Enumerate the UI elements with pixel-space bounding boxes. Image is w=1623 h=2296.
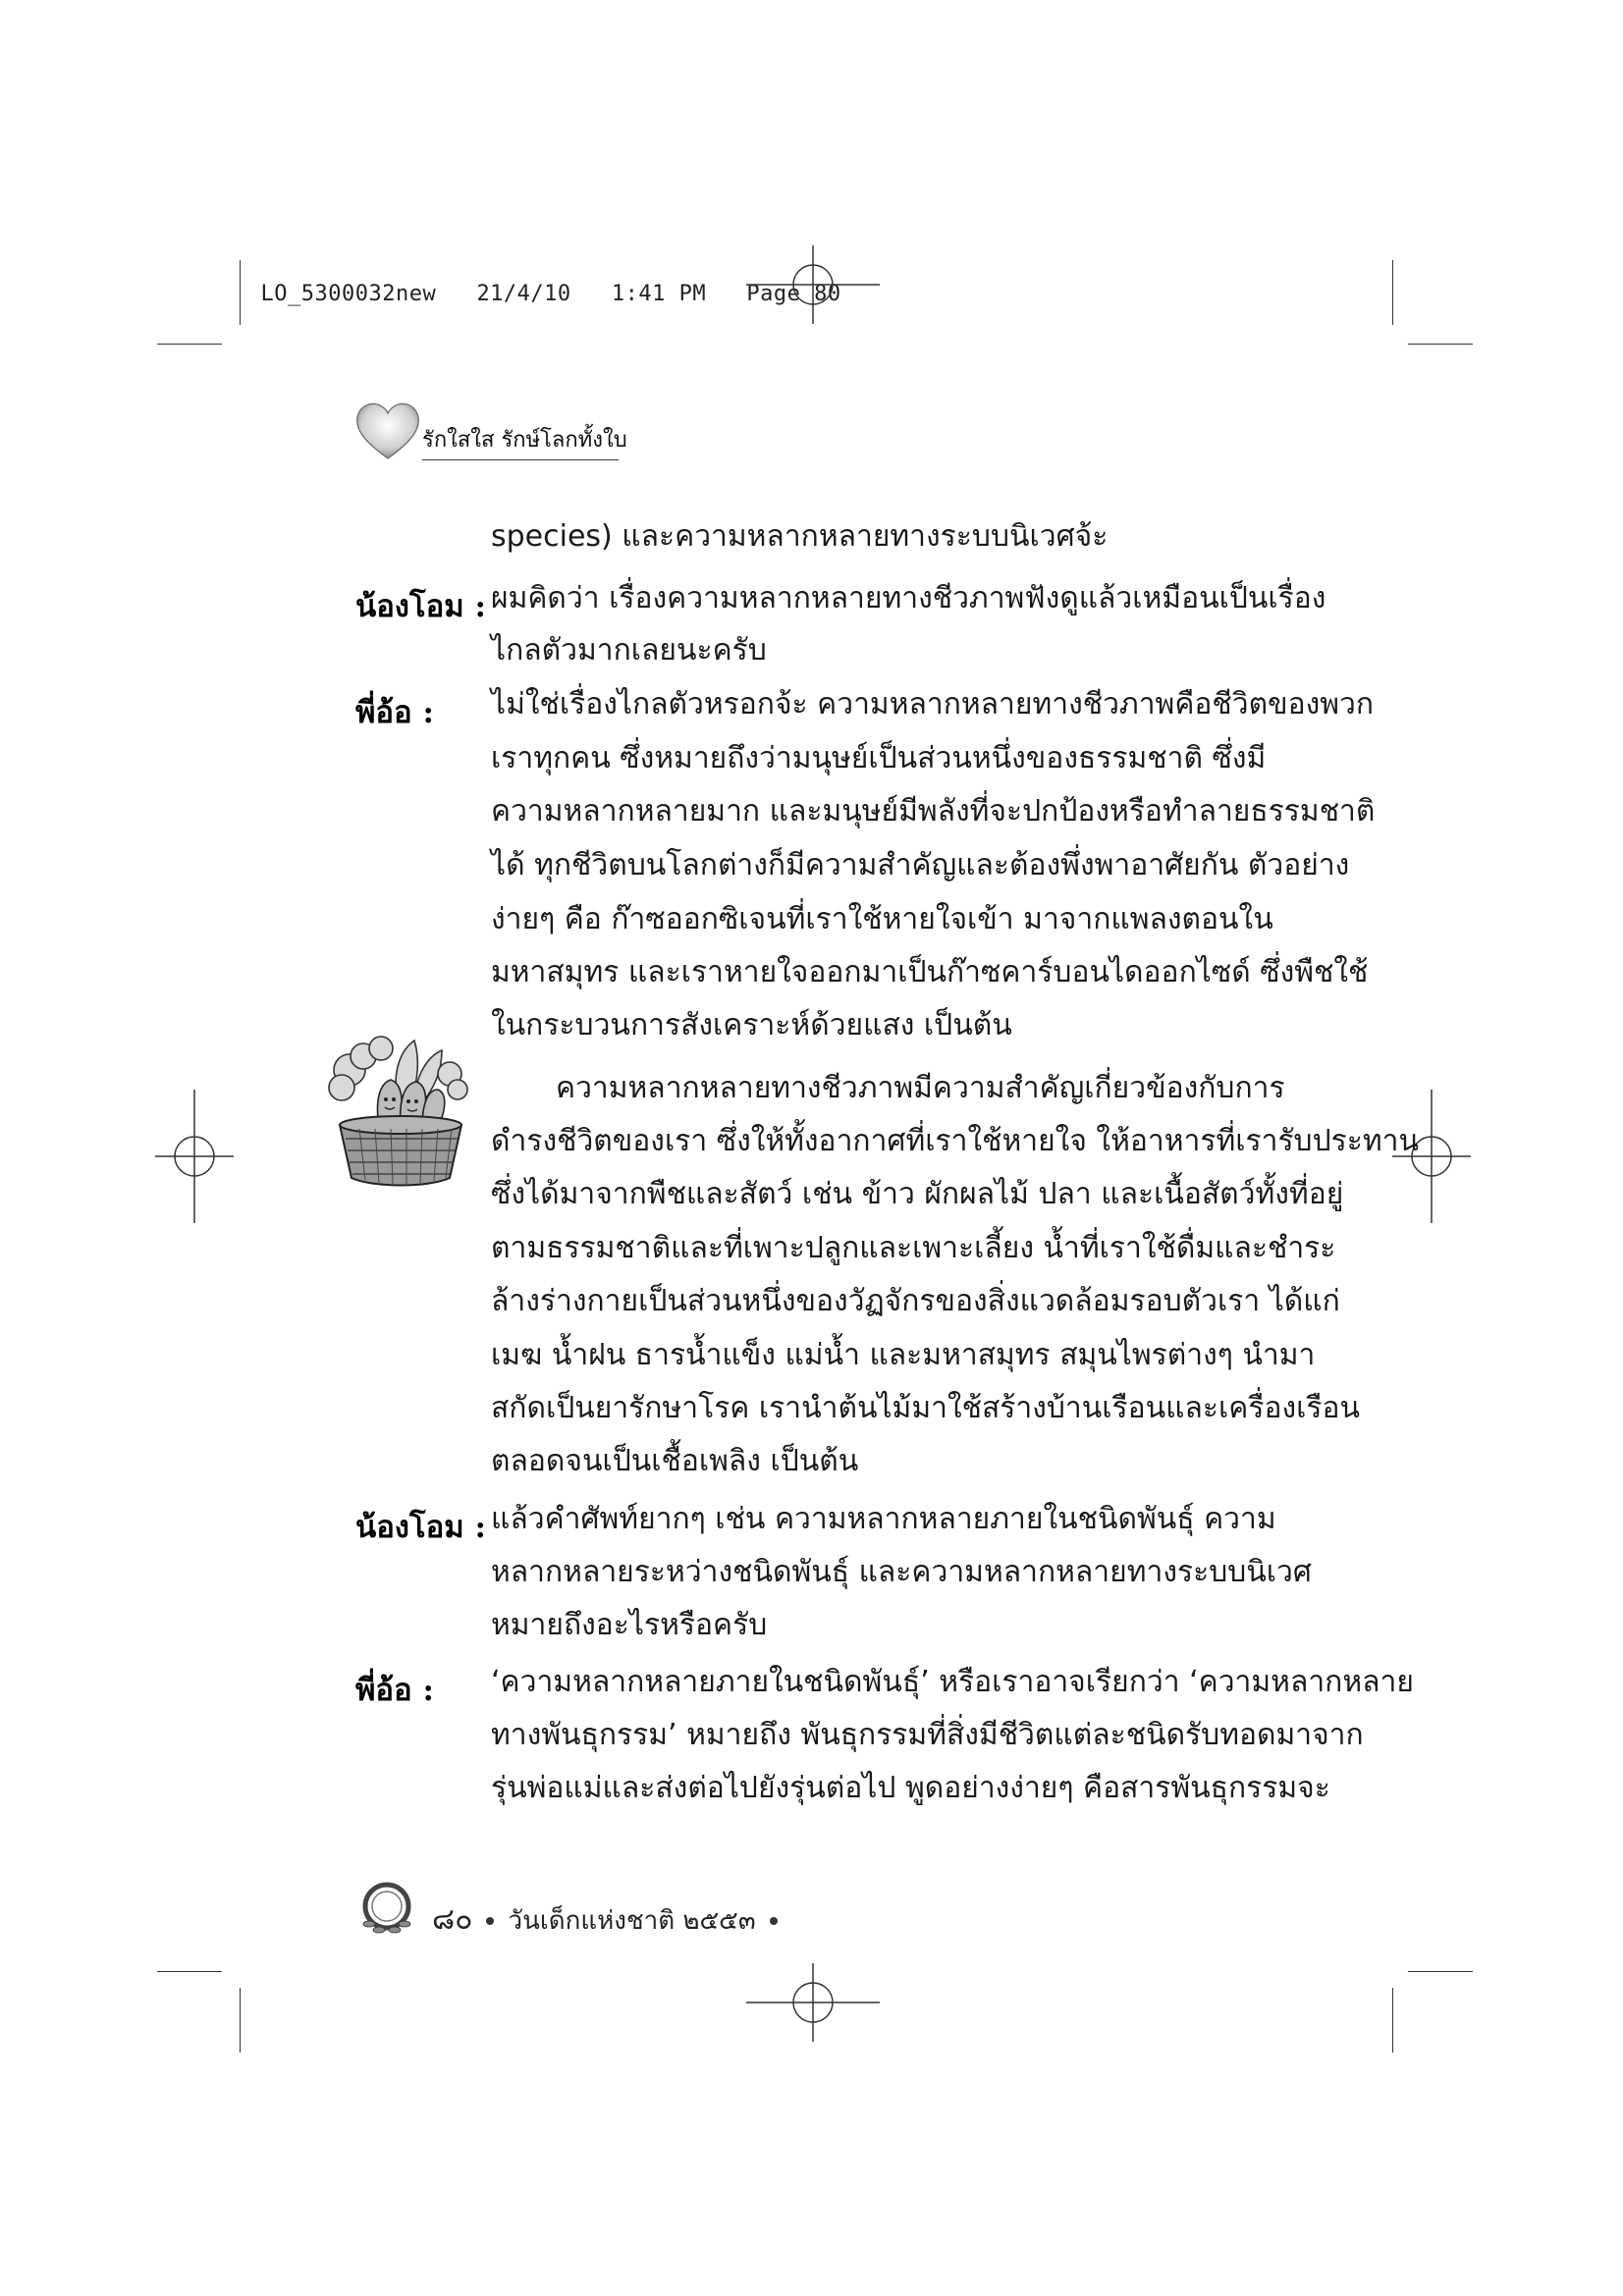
- heart-icon: [353, 398, 422, 466]
- crop-mark: [240, 1988, 241, 2053]
- speaker-label: พี่อ้อ :: [355, 695, 434, 730]
- speaker-label: น้องโอม :: [355, 589, 486, 624]
- dialogue-line: ล้างร่างกายเป็นส่วนหนึ่งของวัฏจักรของสิ่งแวดล้อมรอบตัวเรา ได้แก่: [491, 1284, 1340, 1318]
- registration-mark-icon: [746, 1963, 880, 2042]
- registration-mark-icon: [155, 1090, 234, 1223]
- crop-mark: [1392, 1988, 1393, 2053]
- dialogue-line: มหาสมุทร และเราหายใจออกมาเป็นก๊าซคาร์บอนไดออกไซด์ ซึ่งพืชใช้: [491, 955, 1369, 989]
- crop-mark: [157, 1971, 222, 1972]
- dialogue-line: ในกระบวนการสังเคราะห์ด้วยแสง เป็นต้น: [491, 1008, 1012, 1042]
- crop-mark: [157, 344, 222, 345]
- dialogue-line: หลากหลายระหว่างชนิดพันธุ์ และความหลากหลายทางระบบนิเวศ: [491, 1555, 1312, 1589]
- dialogue-line: ได้ ทุกชีวิตบนโลกต่างก็มีความสำคัญและต้องพึ่งพาอาศัยกัน ตัวอย่าง: [491, 848, 1350, 882]
- slug-filename: LO_5300032new: [260, 282, 437, 306]
- crop-mark: [1392, 260, 1393, 325]
- dialogue-line: ทางพันธุกรรม’ หมายถึง พันธุกรรมที่สิ่งมีชีวิตแต่ละชนิดรับทอดมาจาก: [491, 1718, 1364, 1752]
- dialogue-line: เราทุกคน ซึ่งหมายถึงว่ามนุษย์เป็นส่วนหนึ่งของธรรมชาติ ซึ่งมี: [491, 741, 1267, 775]
- slug-time: 1:41 PM: [611, 282, 707, 306]
- footer-title: วันเด็กแห่งชาติ ๒๕๕๓: [508, 1906, 756, 1936]
- dialogue-line: แล้วคำศัพท์ยากๆ เช่น ความหลากหลายภายในชนิดพันธุ์ ความ: [491, 1502, 1276, 1536]
- running-head: รักใสใส รักษ์โลกทั้งใบ: [422, 428, 627, 453]
- dialogue-line: ตลอดจนเป็นเชื้อเพลิง เป็นต้น: [491, 1444, 859, 1478]
- dialogue-line: ตามธรรมชาติและที่เพาะปลูกและเพาะเลี้ยง น้ำที่เราใช้ดื่มและชำระ: [491, 1231, 1336, 1265]
- dialogue-line: รุ่นพ่อแม่และส่งต่อไปยังรุ่นต่อไป พูดอย่างง่ายๆ คือสารพันธุกรรมจะ: [491, 1771, 1330, 1805]
- crop-mark: [1408, 1971, 1473, 1972]
- dialogue-line: ไกลตัวมากเลยนะครับ: [491, 633, 767, 667]
- vegetable-basket-illustration: [320, 1031, 481, 1192]
- dialogue-line: ‘ความหลากหลายภายในชนิดพันธุ์’ หรือเราอาจเรียกว่า ‘ความหลากหลาย: [491, 1665, 1414, 1699]
- dialogue-line: ไม่ใช่เรื่องไกลตัวหรอกจ้ะ ความหลากหลายทางชีวภาพคือชีวิตของพวก: [491, 687, 1375, 721]
- dialogue-line: ความหลากหลายมาก และมนุษย์มีพลังที่จะปกป้องหรือทำลายธรรมชาติ: [491, 794, 1376, 828]
- page-footer: [432, 1896, 791, 1943]
- slug-date: 21/4/10: [476, 282, 571, 306]
- speaker-label: น้องโอม :: [355, 1510, 486, 1545]
- dialogue-line: ดำรงชีวิตของเรา ซึ่งให้ทั้งอากาศที่เราใช้หายใจ ให้อาหารที่เรารับประทาน: [491, 1124, 1419, 1158]
- intro-line: species) และความหลากหลายทางระบบนิเวศจ้ะ: [491, 519, 1109, 554]
- wreath-icon: [355, 1877, 418, 1940]
- dialogue-line: ซึ่งได้มาจากพืชและสัตว์ เช่น ข้าว ผักผลไม้ ปลา และเนื้อสัตว์ทั้งที่อยู่: [491, 1177, 1344, 1211]
- bullet-icon: [770, 1917, 778, 1925]
- slug-page: Page 80: [746, 282, 841, 306]
- crop-mark: [1408, 344, 1473, 345]
- speaker-label: พี่อ้อ :: [355, 1673, 434, 1708]
- crop-mark: [240, 260, 241, 325]
- dialogue-line: ผมคิดว่า เรื่องความหลากหลายทางชีวภาพฟังดูแล้วเหมือนเป็นเรื่อง: [491, 581, 1326, 615]
- dialogue-line: เมฆ น้ำฝน ธารน้ำแข็ง แม่น้ำ และมหาสมุทร สมุนไพรต่างๆ นำมา: [491, 1338, 1316, 1372]
- page-number: ๘๐: [432, 1902, 473, 1937]
- dialogue-line: ความหลากหลายทางชีวภาพมีความสำคัญเกี่ยวข้องกับการ: [556, 1071, 1285, 1105]
- running-head-rule: [422, 459, 619, 460]
- bullet-icon: [486, 1917, 494, 1925]
- dialogue-line: ง่ายๆ คือ ก๊าซออกซิเจนที่เราใช้หายใจเข้า มาจากแพลงตอนใน: [491, 902, 1273, 936]
- dialogue-line: สกัดเป็นยารักษาโรค เรานำต้นไม้มาใช้สร้างบ้านเรือนและเครื่องเรือน: [491, 1391, 1360, 1425]
- dialogue-line: หมายถึงอะไรหรือครับ: [491, 1608, 768, 1642]
- registration-mark-icon: [746, 245, 880, 324]
